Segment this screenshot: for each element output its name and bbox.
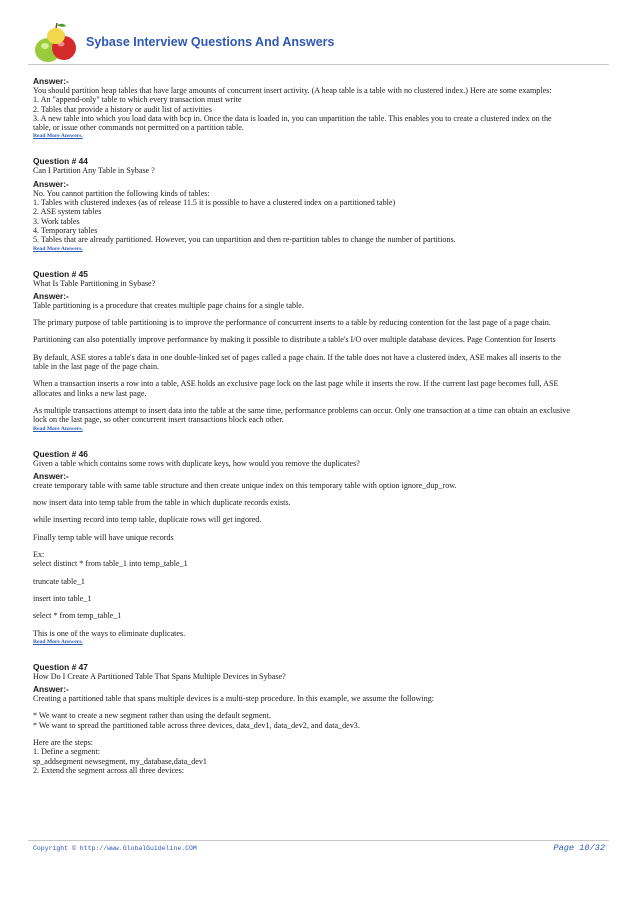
block-spacer [33,140,608,156]
question-number: Question # 44 [33,156,88,167]
question-text: Given a table which contains some rows with duplicate keys, how would you remove the duplicates? [33,458,360,468]
answer-line: The primary purpose of table partitioning is to improve the performance of concurrent inserts to a table by reducing contention for the last page of a page chain. [33,318,551,328]
answer-line: 4. Temporary tables [33,225,98,235]
answer-label: Answer:- [33,470,69,481]
block-spacer [33,646,608,662]
answer-paragraph [33,577,608,586]
question-text: What Is Table Partitioning in Sybase? [33,278,156,288]
answer-paragraph [33,550,608,569]
answer-line: 1. Tables with clustered indexes (as of release 11.5 it is possible to have a clustered index on a partitioned table) [33,198,396,208]
answer-line: insert into table_1 [33,593,92,603]
answer-line: By default, ASE stores a table's data in one double-linked set of pages called a page chain. If the table does not have a clustered index, ASE makes all inserts to the [33,352,561,362]
header-divider [28,64,609,65]
answer-paragraph [33,533,608,542]
qa-block [33,269,608,449]
page-number: Page 10/32 [553,843,605,853]
answer-label: Answer:- [33,290,69,301]
question-number: Question # 45 [33,268,88,279]
question-number: Question # 47 [33,661,88,672]
answer-line: Ex: [33,550,45,560]
answer-line: * We want to create a new segment rather than using the default segment. [33,711,271,721]
footer-divider [28,840,609,841]
question-text: Can I Partition Any Table in Sybase ? [33,166,155,176]
footer-copyright: Copyright © http://www.GlobalGuideline.COM [33,845,197,852]
answer-line: Partitioning can also potentially improve performance by making it possible to distribute a table's I/O over multiple database devices. Page Contention for Inserts [33,335,556,345]
answer-paragraph [33,611,608,620]
question-text: How Do I Create A Partitioned Table That Spans Multiple Devices in Sybase? [33,671,286,681]
read-more-link[interactable]: Read More Answers. [33,638,83,645]
answer-line: 3. A new table into which you load data with bcp in. Once the data is loaded in, you can unpartition the table. This enables you to create a clustered index on the [33,113,552,123]
answer-line: table in the last page of the page chain. [33,362,160,372]
answer-line: Here are the steps: [33,737,93,747]
block-spacer [33,253,608,269]
answer-paragraph [33,711,608,730]
answer-line: Table partitioning is a procedure that creates multiple page chains for a single table. [33,300,304,310]
answer-paragraph [33,353,608,372]
answer-line: now insert data into temp table from the table in which duplicate records exists. [33,498,291,508]
block-spacer [33,433,608,449]
qa-block [33,662,608,775]
answer-line: truncate table_1 [33,576,85,586]
answer-line: lock on the last page, so other concurrent insert transactions block each other. [33,415,284,425]
answer-line: 3. Work tables [33,216,80,226]
answer-paragraph [33,481,608,490]
answer-label: Answer:- [33,76,69,86]
answer-line: 1. Define a segment: [33,747,100,757]
answer-line: 2. ASE system tables [33,207,102,217]
answer-paragraph [33,335,608,344]
question-number: Question # 46 [33,448,88,459]
answer-line: This is one of the ways to eliminate duplicates. [33,628,186,638]
answer-label: Answer:- [33,178,69,189]
answer-paragraph [33,515,608,524]
answer-line: No. You cannot partition the following kinds of tables: [33,188,210,198]
qa-block [33,76,608,156]
answer-paragraph [33,301,608,310]
qa-block [33,156,608,268]
read-more-link[interactable]: Read More Answers. [33,133,83,140]
answer-line: create temporary table with same table structure and then create unique index on this temporary table with option ignore_dup_row. [33,480,457,490]
qa-content [33,76,608,783]
page-title: Sybase Interview Questions And Answers [86,35,335,49]
answer-paragraph [33,379,608,398]
answer-line: table, or issue other commands not permitted on a partition table. [33,123,244,133]
answer-paragraph [33,738,608,775]
answer-line: 2. Extend the segment across all three devices: [33,765,185,775]
answer-line: while inserting record into temp table, duplicate rows will get ingored. [33,515,262,525]
answer-line: allocates and links a new last page. [33,388,147,398]
answer-line: 2. Tables that provide a history or audit list of activities [33,104,212,114]
answer-paragraph [33,318,608,327]
answer-line: As multiple transactions attempt to insert data into the table at the same time, performance problems can occur. Only one transaction at a time can obtain an exclusive [33,405,570,415]
answer-paragraph [33,406,608,425]
answer-line: When a transaction inserts a row into a table, ASE holds an exclusive page lock on the last page while it inserts the row. If the current last page becomes full, ASE [33,379,559,389]
answer-line: select * from temp_table_1 [33,611,122,621]
answer-line: 1. An "append-only" table to which every transaction must write [33,95,242,105]
read-more-link[interactable]: Read More Answers. [33,245,83,252]
answer-line: Creating a partitioned table that spans multiple devices is a multi-step procedure. In this example, we assume the following: [33,694,434,704]
answer-paragraph [33,594,608,603]
answer-label: Answer:- [33,684,69,695]
answer-line: * We want to spread the partitioned table across three devices, data_dev1, data_dev2, and data_dev3. [33,720,360,730]
answer-line: Finally temp table will have unique records [33,532,174,542]
answer-line: You should partition heap tables that have large amounts of concurrent insert activity. (A heap table is a table with no clustered index.) Here are some examples: [33,86,552,95]
page-header [0,0,638,70]
answer-line: select distinct * from table_1 into temp_table_1 [33,559,188,569]
answer-paragraph [33,694,608,703]
answer-paragraph [33,629,608,638]
apples-icon [28,22,80,66]
answer-line: sp_addsegment newsegment, my_database,data_dev1 [33,756,207,766]
answer-paragraph [33,498,608,507]
answer-line: 5. Tables that are already partitioned. However, you can unpartition and then re-partition tables to change the number of partitions. [33,235,456,245]
read-more-link[interactable]: Read More Answers. [33,425,83,432]
qa-block [33,449,608,662]
